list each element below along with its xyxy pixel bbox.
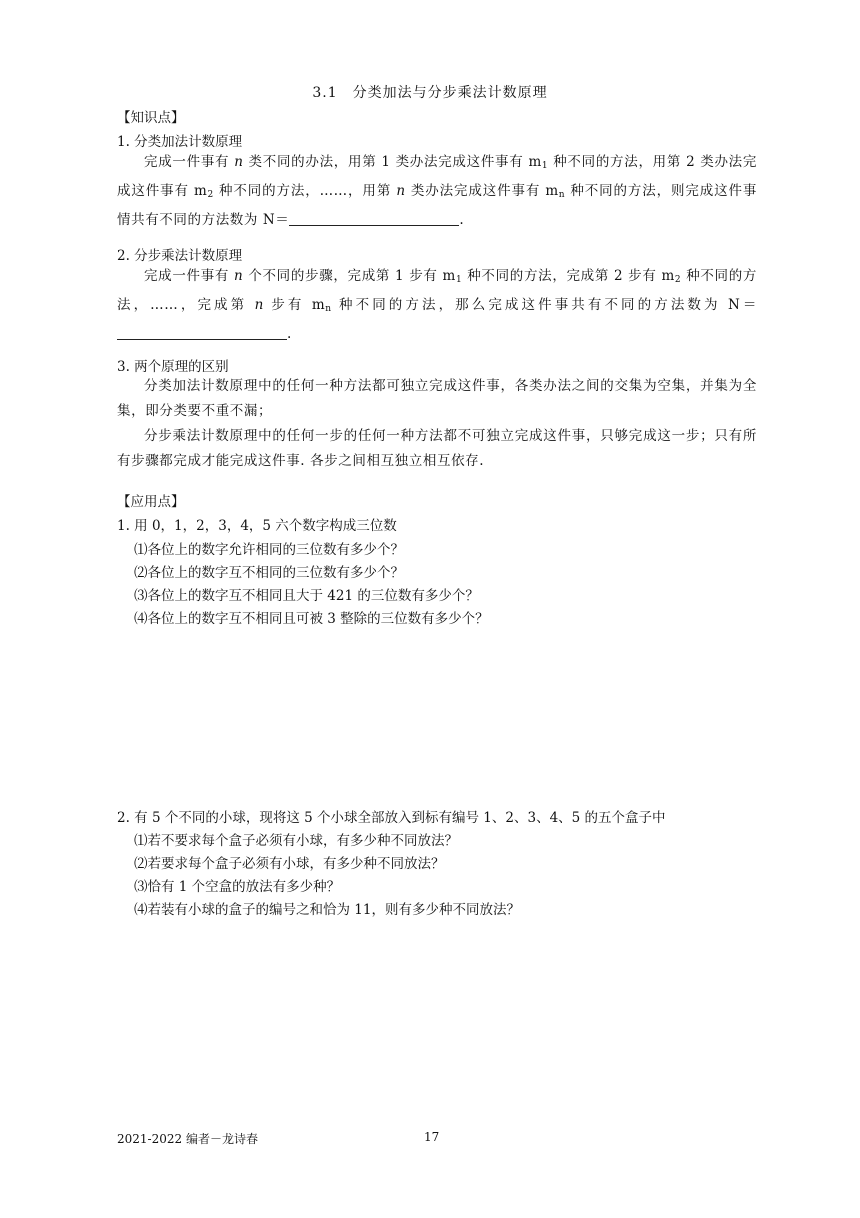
question-1-item-2: ⑵各位上的数字互不相同的三位数有多少个？ xyxy=(134,565,404,581)
question-2-item-1: ⑴若不要求每个盒子必须有小球，有多少种不同放法？ xyxy=(134,833,458,849)
answer-blank-1 xyxy=(289,211,459,226)
section-3-heading: 3. 两个原理的区别 xyxy=(117,359,229,375)
section-1-heading: 1. 分类加法计数原理 xyxy=(117,134,243,150)
section-2-paragraph: 完成一件事有 n 个不同的步骤，完成第 1 步有 $m_1$ 种不同的方法，完成第 2 步有 $m_2$ 种不同的方法，……，完成第 n 步有 $m_n$ 种不同的方法，那么完成这件事共有不同的方法数为 N＝. xyxy=(117,268,757,342)
question-2-stem: 2. 有 5 个不同的小球，现将这 5 个小球全部放入到标有编号 1、2、3、4、5 的五个盒子中 xyxy=(117,810,666,826)
question-2-item-3: ⑶恰有 1 个空盒的放法有多少种？ xyxy=(134,879,341,895)
section-2-heading: 2. 分步乘法计数原理 xyxy=(117,248,243,264)
page-title: 3.1 分类加法与分步乘法计数原理 xyxy=(312,85,548,101)
section-3-paragraph-1: 分类加法计数原理中的任何一种方法都可独立完成这件事，各类办法之间的交集为空集，并集为全集，即分类要不重不漏； xyxy=(117,378,757,419)
question-1-item-3: ⑶各位上的数字互不相同且大于 421 的三位数有多少个？ xyxy=(134,588,479,604)
question-2-item-4: ⑷若装有小球的盒子的编号之和恰为 11，则有多少种不同放法？ xyxy=(134,902,520,918)
question-2-item-2: ⑵若要求每个盒子必须有小球，有多少种不同放法？ xyxy=(134,856,445,872)
question-1-stem: 1. 用 0，1，2，3，4，5 六个数字构成三位数 xyxy=(117,518,397,534)
application-heading: 【应用点】 xyxy=(117,494,185,510)
question-1-item-1: ⑴各位上的数字允许相同的三位数有多少个？ xyxy=(134,542,404,558)
question-1-item-4: ⑷各位上的数字互不相同且可被 3 整除的三位数有多少个？ xyxy=(134,611,489,627)
knowledge-heading: 【知识点】 xyxy=(117,110,185,126)
page-number: 17 xyxy=(424,1130,440,1144)
footer-author: 2021-2022 编者－龙诗春 xyxy=(117,1132,258,1146)
answer-blank-2 xyxy=(117,325,287,340)
section-1-paragraph: 完成一件事有 n 类不同的办法，用第 1 类办法完成这件事有 $m_1$ 种不同的方法，用第 2 类办法完成这件事有 $m_2$ 种不同的方法，……，用第 n 类办法完成这件事有 $m_n$ 种不同的方法，则完成这件事情共有不同的方法数为 N＝ . xyxy=(117,154,757,228)
section-3-paragraph-2: 分步乘法计数原理中的任何一步的任何一种方法都不可独立完成这件事，只够完成这一步；只有所有步骤都完成才能完成这件事. 各步之间相互独立相互依存. xyxy=(117,428,757,469)
